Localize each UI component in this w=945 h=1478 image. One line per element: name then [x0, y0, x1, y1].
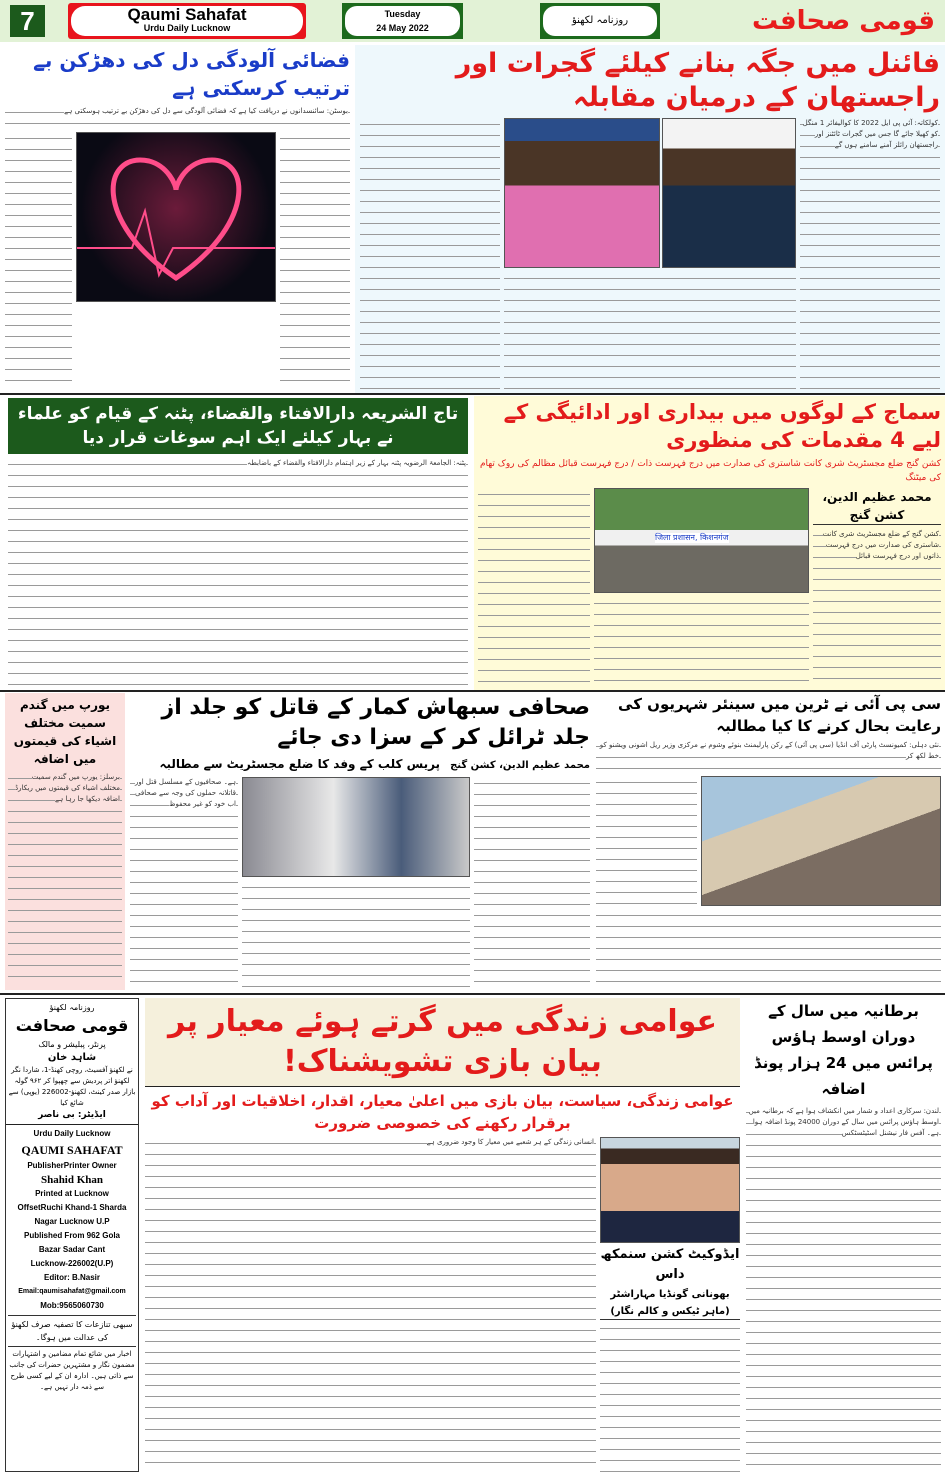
editorial-article — [145, 998, 740, 1472]
player-photo-samson — [504, 118, 660, 268]
heart-ecg-image — [76, 132, 276, 302]
cpi-lead: نئی دہلی: کمیونسٹ پارٹی آف انڈیا (سی پی آئی) کے رکن پارلیمنٹ بنوئے وشوم نے مرکزی وزیر ریل اشونی ویشنو کو خط لکھ کر — [596, 740, 941, 773]
heart-icon — [77, 133, 275, 301]
imprint-english — [8, 1127, 136, 1313]
journalist-article — [130, 693, 590, 990]
cpi-headline: سی پی آئی نے ٹرین میں سینئر شہریوں کی رعایت بحال کرنے کا کیا مطالبہ — [618, 695, 941, 735]
imprint-urdu-editor: ایڈیٹر: بی ناصر — [38, 1110, 106, 1120]
press-club-photo — [242, 777, 470, 877]
imprint-line: Published From 962 Gola — [23, 1231, 121, 1240]
imprint-line: Bazar Sadar Cant — [38, 1245, 106, 1254]
cpi-column-2 — [596, 909, 941, 990]
journalist-column-1: ہے۔ صحافیوں کے مسلسل قتل اور قاتلانہ حملوں کی وجہ سے صحافی اب خود کو غیر محفوظ — [130, 777, 238, 990]
imprint-urdu-address: نے لکھنؤ آفسیٹ، روچی کھنڈ-1، شاردا نگر لکھنؤ اتر پردیش سے چھپوا کر ۹۶۲ گولہ بازار صدر کینٹ، لکھنؤ-226002 (یوپی) سے شائع کیا — [8, 1066, 136, 1107]
urdu-title: قومی صحافت — [752, 6, 935, 36]
editorial-body-row — [145, 1137, 740, 1472]
ipl-article — [355, 45, 945, 393]
uk-house-price-headline: برطانیہ میں سال کے دوران اوسط ہاؤس پرائس میں 24 ہزار پونڈ اضافہ — [754, 1002, 933, 1098]
journalist-headline: صحافی سبھاش کمار کے قاتل کو جلد از جلد ٹرائل کر کے سزا دی جائے — [161, 695, 590, 750]
disclaimer-note: اخبار میں شائع تمام مضامین و اشتہارات مضمون نگار و مشتہرین حضرات کی جانب سے ذاتی ہیں۔ ادارہ ان کے لیے کسی طرح سے ذمہ دار نہیں ہے۔ — [9, 1350, 135, 1391]
ipl-column-2 — [504, 272, 796, 390]
imarat-article — [8, 398, 468, 688]
date-box — [342, 3, 463, 39]
samaj-column-2 — [478, 488, 590, 687]
imprint-editor: Editor: B.Nasir — [43, 1273, 100, 1282]
author-place: بھونانی گونڈیا مہاراشٹر — [610, 1289, 730, 1300]
jurisdiction-note: سبھی تنازعات کا تصفیہ صرف لکھنؤ کی عدالت میں ہوگا۔ — [8, 1315, 136, 1347]
imprint-line: Nagar Lucknow U.P — [34, 1217, 110, 1226]
pollution-lead: بوسٹن: سائنسدانوں نے دریافت کیا ہے کہ فضائی آلودگی سے دل کی دھڑکن بے ترتیب ہوسکتی ہے — [5, 106, 350, 128]
imprint-line: Lucknow-226002(U.P) — [30, 1259, 114, 1268]
pollution-column-1 — [280, 132, 350, 391]
europe-headline: یورپ میں گندم سمیت مختلف اشیاء کی قیمتوں میں اضافہ — [13, 698, 117, 766]
imprint-box — [5, 998, 139, 1472]
ipl-column-1: کولکاتہ: آئی پی ایل 2022 کا کوالیفائر 1 منگل کو کھیلا جائے گا جس میں گجرات ٹائٹنز اور راجستھان رائلز آمنے سامنے ہوں گے — [800, 118, 940, 390]
editorial-headline: عوامی زندگی میں گرتے ہوئے معیار پر بیان بازی تشویشناک! — [145, 998, 740, 1087]
pollution-column-2 — [5, 132, 72, 391]
uk-house-price-body: لندن: سرکاری اعداد و شمار میں انکشاف ہوا ہے کہ برطانیہ میں اوسط ہاؤس پرائس میں سال کے دوران 24000 پونڈ اضافہ ہوا ہے۔ آفس فار نیشنل اسٹیٹسٹکس — [746, 1106, 941, 1472]
uk-house-price-article — [746, 998, 941, 1472]
page-number: 7 — [10, 5, 45, 37]
imprint-line: Urdu Daily Lucknow — [33, 1129, 111, 1138]
divider — [6, 1124, 138, 1125]
samaj-body — [478, 488, 941, 687]
imprint-line: OffsetRuchi Khand-1 Sharda — [17, 1203, 127, 1212]
europe-body: برسلز: یورپ میں گندم سمیت مختلف اشیاء کی قیمتوں میں ریکارڈ اضافہ دیکھا جا رہا ہے — [8, 772, 122, 987]
editorial-body: انسانی زندگی کے ہر شعبے میں معیار کا وجود ضروری ہے — [145, 1137, 596, 1472]
meeting-photo — [594, 488, 809, 593]
samaj-column-1: کشن گنج کے ضلع مجسٹریٹ شری کانت شاستری کی صدارت میں درج فہرست ذاتوں اور درج فہرست قبائل — [813, 529, 941, 687]
pollution-body — [5, 132, 350, 391]
urdu-small-logo — [540, 3, 660, 39]
divider — [0, 993, 945, 995]
logo-title: Qaumi Sahafat — [127, 5, 247, 24]
photo-banner-text: जिला प्रशासन, किशनगंज — [655, 533, 729, 542]
imprint-urdu-name: شاہد خان — [47, 1052, 97, 1063]
imprint-title: QAUMI SAHAFAT — [21, 1143, 123, 1157]
imarat-headline: تاج الشریعہ دارالافتاء والقضاء، پٹنہ کے قیام کو علماء نے بہار کیلئے ایک اہم سوغات قرار دیا — [8, 398, 468, 454]
date: 24 May 2022 — [376, 23, 429, 33]
author-photo — [600, 1137, 740, 1243]
journalist-column-2 — [242, 881, 470, 990]
editorial-column-last — [600, 1322, 740, 1472]
urdu-small-text: روزنامہ لکھنؤ — [543, 6, 657, 36]
imprint-urdu — [8, 1001, 136, 1122]
english-logo — [68, 3, 306, 39]
journalist-byline: محمد عظیم الدین، کشن گنج — [450, 760, 590, 771]
samaj-article — [474, 396, 945, 690]
logo-subtitle: Urdu Daily Lucknow — [143, 23, 231, 33]
author-role: (ماہر ٹیکس و کالم نگار) — [600, 1304, 740, 1320]
journalist-column-3 — [474, 777, 590, 990]
imprint-urdu-line: پرنٹر، پبلیشر و مالک — [38, 1040, 106, 1049]
author-name: ایڈوکیٹ کشن سنمکھ داس — [600, 1247, 740, 1282]
journalist-subheadline: پریس کلب کے وفد کا ضلع مجسٹریٹ سے مطالبہ — [159, 757, 441, 771]
imprint-email[interactable]: Email:qaumisahafat@gmail.com — [18, 1288, 126, 1295]
samaj-column-3 — [594, 597, 809, 687]
samaj-headline: سماج کے لوگوں میں بیداری اور ادائیگی کے لیے 4 مقدمات کی منظوری — [503, 400, 941, 452]
divider — [0, 393, 945, 395]
player-photo-hardik — [662, 118, 796, 268]
imarat-body: پٹنہ: الجامعۃ الرضویہ پٹنہ بہار کے زیر اہتمام دارالافتاء والقضاء کے باضابطہ — [8, 458, 468, 688]
ipl-column-3 — [360, 118, 500, 390]
samaj-subheadline: کشن گنج ضلع مجسٹریٹ شری کانت شاستری کی صدارت میں درج فہرست ذات / درج فہرست قبائل مظالم کی روک تھام کی میٹنگ — [479, 459, 941, 483]
day: Tuesday — [384, 9, 421, 19]
ipl-body — [360, 118, 940, 390]
imprint-phone: Mob:9565060730 — [40, 1301, 104, 1310]
pollution-article — [5, 46, 350, 391]
ipl-headline: فائنل میں جگہ بنانے کیلئے گجرات اور راجستھان کے درمیان مقابلہ — [455, 48, 940, 113]
pollution-headline: فضائی آلودگی دل کی دھڑکن بے ترتیب کرسکتی ہے — [33, 48, 350, 100]
divider — [0, 690, 945, 692]
imprint-urdu-title: قومی صحافت — [15, 1016, 129, 1035]
editorial-subheadline: عوامی زندگی، سیاست، بیان بازی میں اعلیٰ معیار، اقدار، اخلاقیات اور آداب کو برقرار رکھنے کی خصوصی ضرورت — [151, 1092, 734, 1132]
imprint-urdu-line: روزنامہ لکھنؤ — [49, 1003, 95, 1012]
europe-article — [5, 693, 125, 990]
samaj-byline: محمد عظیم الدین، کشن گنج — [813, 488, 941, 525]
imprint-line: Printed at Lucknow — [35, 1189, 109, 1198]
railway-platform-photo — [701, 776, 941, 906]
imprint-line: PublisherPrinter Owner — [27, 1161, 117, 1170]
journalist-body — [130, 777, 590, 990]
cpi-article — [596, 693, 941, 990]
cpi-column-1 — [596, 776, 697, 906]
imprint-name: Shahid Khan — [40, 1174, 104, 1186]
